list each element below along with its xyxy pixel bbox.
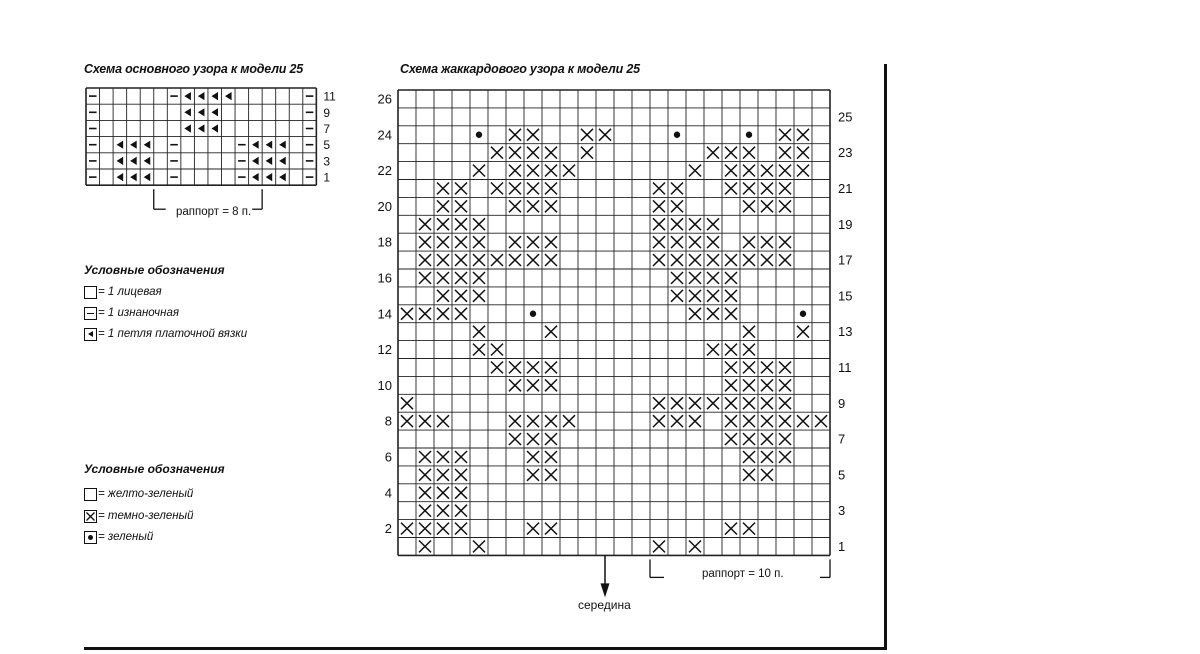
jacquard-left-row-label: 6 <box>384 449 392 465</box>
jacquard-chart-title: Схема жаккардового узора к модели 25 <box>400 62 640 76</box>
jacquard-right-row-label: 21 <box>838 180 853 196</box>
basic-row-label: 7 <box>323 122 331 136</box>
basic-row-label: 5 <box>323 138 331 153</box>
basic-rapport-label: раппорт = 8 п. <box>176 206 252 218</box>
purl-symbol-icon <box>84 307 97 320</box>
jacquard-left-row-label: 20 <box>377 198 392 214</box>
cross-symbol-icon <box>84 510 97 523</box>
jacquard-left-row-label: 22 <box>377 163 392 179</box>
triangle-mark <box>198 124 205 132</box>
triangle-mark <box>252 157 259 165</box>
triangle-mark <box>279 173 286 181</box>
jacquard-right-row-label: 11 <box>838 359 852 375</box>
triangle-mark <box>130 173 137 181</box>
triangle-mark <box>266 141 273 149</box>
jacquard-right-row-label: 5 <box>838 467 846 483</box>
legend1-title: Условные обозначения <box>84 263 225 277</box>
jacquard-right-row-label: 23 <box>838 145 853 161</box>
jacquard-left-row-label: 10 <box>377 377 392 393</box>
dot-symbol-icon <box>84 531 97 544</box>
triangle-mark <box>144 173 151 181</box>
basic-row-label: 9 <box>323 105 331 120</box>
triangle-mark <box>211 108 218 116</box>
triangle-mark <box>225 92 232 100</box>
frame-right-border <box>884 64 887 649</box>
triangle-symbol-icon <box>84 328 97 341</box>
yellow-green-symbol-icon <box>84 488 97 501</box>
triangle-mark <box>184 92 191 100</box>
jacquard-right-row-label: 17 <box>838 252 853 268</box>
jacquard-right-row-label: 1 <box>838 538 846 554</box>
triangle-mark <box>198 108 205 116</box>
triangle-mark <box>117 157 124 165</box>
triangle-mark <box>198 92 205 100</box>
dot-mark <box>746 132 752 138</box>
legend2-item-green: = зеленый <box>84 529 153 545</box>
jacquard-right-row-label: 25 <box>838 109 853 125</box>
triangle-mark <box>266 157 273 165</box>
legend1-item-garter: = 1 петля платочной вязки <box>84 326 247 342</box>
triangle-mark <box>279 157 286 165</box>
triangle-mark <box>266 173 273 181</box>
jacquard-right-row-label: 9 <box>838 395 846 411</box>
jacquard-left-row-label: 26 <box>377 91 392 107</box>
jacquard-left-row-label: 18 <box>377 234 392 250</box>
triangle-mark <box>279 141 286 149</box>
frame-bottom-border <box>84 647 887 650</box>
triangle-mark <box>130 157 137 165</box>
triangle-mark <box>144 141 151 149</box>
jacquard-right-row-label: 3 <box>838 503 846 519</box>
triangle-mark <box>144 157 151 165</box>
triangle-mark <box>252 141 259 149</box>
triangle-mark <box>211 92 218 100</box>
triangle-mark <box>117 173 124 181</box>
basic-chart-title: Схема основного узора к модели 25 <box>84 62 303 76</box>
dot-mark <box>476 132 482 138</box>
triangle-mark <box>184 124 191 132</box>
jacquard-grid <box>398 90 830 555</box>
triangle-mark <box>252 173 259 181</box>
triangle-mark <box>211 124 218 132</box>
jacquard-rapport-label: раппорт = 10 п. <box>702 568 784 580</box>
legend1-item-knit: = 1 лицевая <box>84 284 162 300</box>
basic-row-label: 1 <box>323 170 331 185</box>
jacquard-left-row-label: 8 <box>384 413 392 429</box>
jacquard-right-row-label: 15 <box>838 288 853 304</box>
basic-row-label: 11 <box>323 89 336 104</box>
jacquard-left-row-label: 24 <box>377 127 392 143</box>
legend1-item-purl: = 1 изнаночная <box>84 305 179 321</box>
jacquard-left-row-label: 12 <box>377 342 392 358</box>
jacquard-right-row-label: 19 <box>838 216 853 232</box>
dot-mark <box>530 311 536 317</box>
jacquard-left-row-label: 4 <box>384 485 392 501</box>
legend2-item-dark-green: = темно-зеленый <box>84 508 194 524</box>
jacquard-left-row-label: 16 <box>377 270 392 286</box>
jacquard-pattern-chart <box>370 84 870 594</box>
triangle-mark <box>117 141 124 149</box>
middle-label: середина <box>578 598 631 612</box>
legend2-title: Условные обозначения <box>84 462 225 476</box>
jacquard-right-row-label: 13 <box>838 324 853 340</box>
middle-arrow-head-icon <box>601 583 610 597</box>
triangle-mark <box>184 108 191 116</box>
knit-symbol-icon <box>84 286 97 299</box>
basic-row-label: 3 <box>323 154 331 169</box>
legend2-item-yellow-green: = желто-зеленый <box>84 486 193 502</box>
jacquard-left-row-label: 14 <box>377 306 392 322</box>
dot-mark <box>800 311 806 317</box>
triangle-mark <box>130 141 137 149</box>
jacquard-right-row-label: 7 <box>838 431 846 447</box>
jacquard-left-row-label: 2 <box>384 521 392 537</box>
dot-mark <box>674 132 680 138</box>
